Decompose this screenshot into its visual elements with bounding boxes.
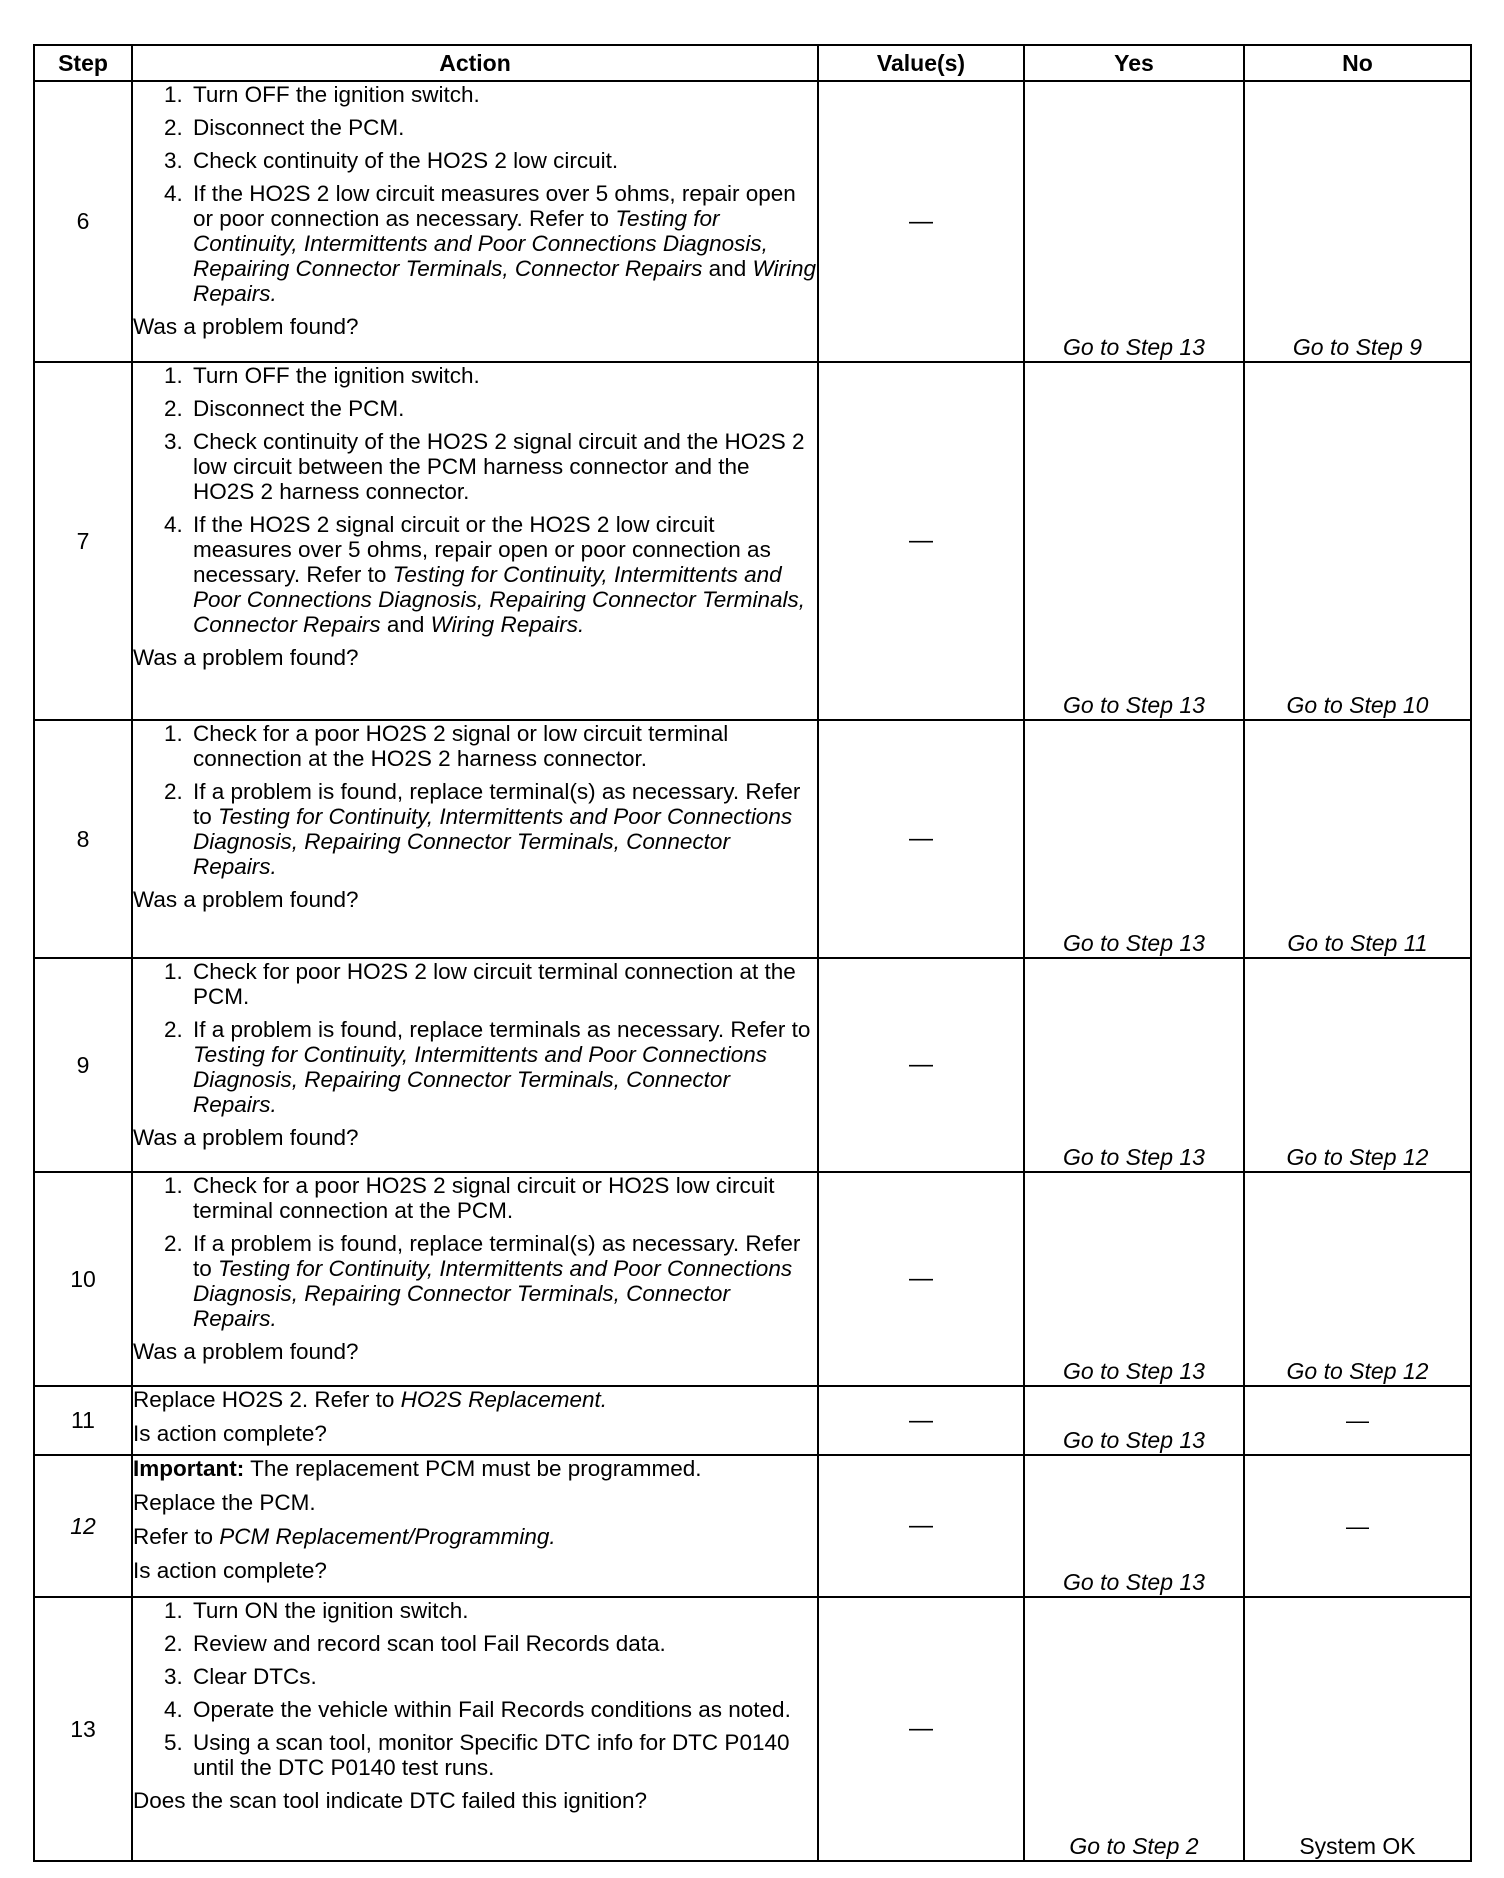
list-item bbox=[189, 779, 817, 879]
step-number: 6 bbox=[34, 81, 132, 362]
no-cell bbox=[1244, 362, 1471, 720]
question-text: Is action complete? bbox=[133, 1558, 327, 1583]
no-action: Go to Step 12 bbox=[1286, 1144, 1429, 1170]
list-item: 1. Check for a poor HO2S 2 signal or low circuit terminal connection at the HO2S 2 harness connector. bbox=[189, 721, 817, 771]
action-cell bbox=[132, 958, 818, 1172]
item-text: Replace HO2S 2. Refer to bbox=[133, 1387, 401, 1412]
item-text: If the HO2S 2 low circuit measures over 5 ohms, repair open or poor connection as necessary. Refer to bbox=[193, 181, 796, 231]
question-text: Was a problem found? bbox=[133, 314, 359, 339]
item-text: and bbox=[380, 612, 431, 637]
yes-cell bbox=[1024, 958, 1244, 1172]
reference-link: Testing for Continuity, Intermittents and Poor Connections Diagnosis, Repairing Connector Terminals, Connector Repairs. bbox=[193, 1042, 768, 1117]
item-text: The replacement PCM must be programmed. bbox=[244, 1456, 702, 1481]
table-row bbox=[34, 81, 1471, 362]
table-row bbox=[34, 1455, 1471, 1597]
reference-link: Testing for Continuity, Intermittents and Poor Connections Diagnosis, Repairing Connector Terminals, Connector Repairs. bbox=[193, 804, 793, 879]
step-number: 8 bbox=[34, 720, 132, 958]
question-text: Does the scan tool indicate DTC failed this ignition? bbox=[133, 1788, 648, 1813]
yes-cell bbox=[1024, 1172, 1244, 1386]
step-number: 9 bbox=[34, 958, 132, 1172]
action-cell bbox=[132, 1455, 818, 1597]
header-yes: Yes bbox=[1024, 45, 1244, 81]
header-row bbox=[34, 45, 1471, 81]
yes-action: Go to Step 13 bbox=[1063, 1569, 1205, 1595]
no-action: Go to Step 9 bbox=[1292, 334, 1423, 360]
item-text: If a problem is found, replace terminals as necessary. Refer to bbox=[193, 1017, 811, 1042]
item-text: Refer to bbox=[133, 1524, 220, 1549]
value-cell: — bbox=[818, 1172, 1024, 1386]
no-cell: — bbox=[1244, 1386, 1471, 1455]
yes-cell bbox=[1024, 1455, 1244, 1597]
list-item: 4. Operate the vehicle within Fail Records conditions as noted. bbox=[189, 1697, 817, 1722]
action-cell bbox=[132, 1172, 818, 1386]
list-item: 1. Turn OFF the ignition switch. bbox=[189, 82, 817, 107]
list-item: 2. Disconnect the PCM. bbox=[189, 115, 817, 140]
step-number: 13 bbox=[34, 1597, 132, 1861]
table-row bbox=[34, 1597, 1471, 1861]
list-item: 3. Check continuity of the HO2S 2 low circuit. bbox=[189, 148, 817, 173]
yes-cell bbox=[1024, 81, 1244, 362]
value-cell: — bbox=[818, 1455, 1024, 1597]
no-action: Go to Step 11 bbox=[1287, 930, 1428, 956]
reference-link: Testing for Continuity, Intermittents and Poor Connections Diagnosis, Repairing Connector Terminals, Connector Repairs bbox=[193, 206, 768, 281]
list-item bbox=[189, 1231, 817, 1331]
no-cell: — bbox=[1244, 1455, 1471, 1597]
action-line: Replace the PCM. bbox=[133, 1490, 316, 1515]
header-step: Step bbox=[34, 45, 132, 81]
step-number: 11 bbox=[34, 1386, 132, 1455]
header-values: Value(s) bbox=[818, 45, 1024, 81]
action-line bbox=[133, 1387, 817, 1412]
list-item: 1. Check for poor HO2S 2 low circuit terminal connection at the PCM. bbox=[189, 959, 817, 1009]
action-cell bbox=[132, 81, 818, 362]
item-text: and bbox=[702, 256, 753, 281]
action-cell bbox=[132, 1597, 818, 1861]
list-item: 5. Using a scan tool, monitor Specific DTC info for DTC P0140 until the DTC P0140 test runs. bbox=[189, 1730, 817, 1780]
yes-action: Go to Step 13 bbox=[1063, 334, 1205, 360]
table-row bbox=[34, 362, 1471, 720]
no-action: Go to Step 12 bbox=[1286, 1358, 1429, 1384]
no-action: Go to Step 10 bbox=[1286, 692, 1429, 718]
yes-action: Go to Step 13 bbox=[1063, 1358, 1205, 1384]
yes-cell bbox=[1024, 1386, 1244, 1455]
question-text: Was a problem found? bbox=[133, 645, 359, 670]
list-item: 2. Disconnect the PCM. bbox=[189, 396, 817, 421]
no-cell bbox=[1244, 1597, 1471, 1861]
yes-cell bbox=[1024, 1597, 1244, 1861]
yes-action: Go to Step 13 bbox=[1063, 930, 1205, 956]
list-item: 1. Turn ON the ignition switch. bbox=[189, 1598, 817, 1623]
no-cell bbox=[1244, 1172, 1471, 1386]
value-cell: — bbox=[818, 1386, 1024, 1455]
step-number: 7 bbox=[34, 362, 132, 720]
item-text: If a problem is found, replace terminal(s) as necessary. Refer to bbox=[193, 1231, 801, 1281]
header-action: Action bbox=[132, 45, 818, 81]
no-cell bbox=[1244, 81, 1471, 362]
important-note bbox=[133, 1456, 817, 1481]
value-cell: — bbox=[818, 81, 1024, 362]
question-text: Was a problem found? bbox=[133, 887, 359, 912]
list-item: 1. Check for a poor HO2S 2 signal circuit or HO2S low circuit terminal connection at the PCM. bbox=[189, 1173, 817, 1223]
question-text: Is action complete? bbox=[133, 1421, 327, 1446]
reference-link: Wiring Repairs. bbox=[193, 256, 817, 306]
list-item bbox=[189, 512, 817, 637]
step-number: 10 bbox=[34, 1172, 132, 1386]
yes-action: Go to Step 2 bbox=[1069, 1833, 1199, 1859]
table-row bbox=[34, 1386, 1471, 1455]
yes-action: Go to Step 13 bbox=[1063, 1427, 1205, 1453]
list-item: 1. Turn OFF the ignition switch. bbox=[189, 363, 817, 388]
list-item bbox=[189, 1017, 817, 1117]
header-no: No bbox=[1244, 45, 1471, 81]
item-text: If a problem is found, replace terminal(s) as necessary. Refer to bbox=[193, 779, 801, 829]
action-cell bbox=[132, 720, 818, 958]
reference-link: HO2S Replacement. bbox=[400, 1387, 607, 1412]
value-cell: — bbox=[818, 1597, 1024, 1861]
table-row bbox=[34, 1172, 1471, 1386]
step-number: 12 bbox=[34, 1455, 132, 1597]
no-cell bbox=[1244, 720, 1471, 958]
question-text: Was a problem found? bbox=[133, 1125, 359, 1150]
no-cell bbox=[1244, 958, 1471, 1172]
yes-action: Go to Step 13 bbox=[1063, 692, 1205, 718]
important-label: Important: bbox=[133, 1456, 245, 1481]
value-cell: — bbox=[818, 958, 1024, 1172]
reference-link: Testing for Continuity, Intermittents and Poor Connections Diagnosis, Repairing Connector Terminals, Connector Repairs. bbox=[193, 1256, 793, 1331]
list-item: 2. Review and record scan tool Fail Records data. bbox=[189, 1631, 817, 1656]
reference-link: Wiring Repairs. bbox=[430, 612, 585, 637]
action-line bbox=[133, 1524, 817, 1549]
yes-cell bbox=[1024, 720, 1244, 958]
diagnostic-table bbox=[33, 44, 1472, 1862]
action-cell bbox=[132, 1386, 818, 1455]
list-item: 3. Clear DTCs. bbox=[189, 1664, 817, 1689]
reference-link: Testing for Continuity, Intermittents and Poor Connections Diagnosis, Repairing Connector Terminals, Connector Repairs bbox=[193, 562, 805, 637]
table-row bbox=[34, 958, 1471, 1172]
no-action: System OK bbox=[1299, 1833, 1416, 1859]
action-cell bbox=[132, 362, 818, 720]
value-cell: — bbox=[818, 362, 1024, 720]
list-item bbox=[189, 181, 817, 306]
table-row bbox=[34, 720, 1471, 958]
list-item: 3. Check continuity of the HO2S 2 signal circuit and the HO2S 2 low circuit between the PCM harness connector and the HO2S 2 harness connector. bbox=[189, 429, 817, 504]
yes-action: Go to Step 13 bbox=[1063, 1144, 1205, 1170]
reference-link: PCM Replacement/Programming. bbox=[219, 1524, 556, 1549]
value-cell: — bbox=[818, 720, 1024, 958]
yes-cell bbox=[1024, 362, 1244, 720]
question-text: Was a problem found? bbox=[133, 1339, 359, 1364]
item-text: If the HO2S 2 signal circuit or the HO2S 2 low circuit measures over 5 ohms, repair open or poor connection as necessary. Refer to bbox=[193, 512, 771, 587]
